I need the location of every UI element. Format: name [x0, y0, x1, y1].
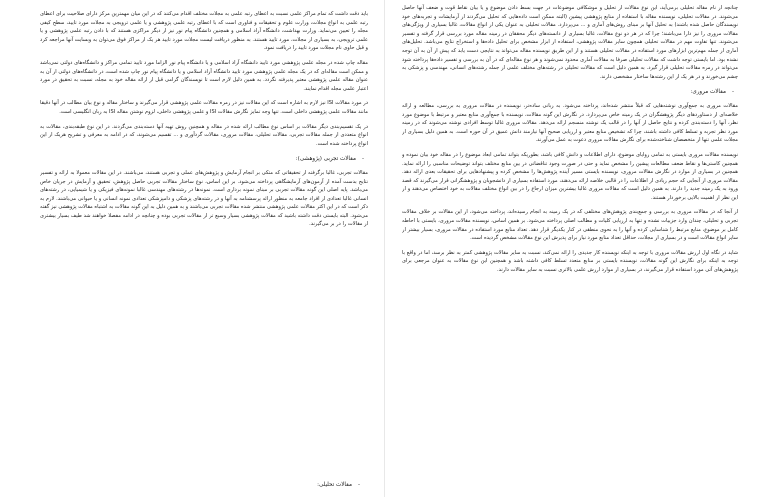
- left-paragraph-1: باید دقت داشت که تمام مراکز علمی نسبت به اعطای رتبه علمی به مجلات مختلف اقدام می‌کنند که در این میان مهمترین مرکز دارای صلاحیت برای اعطای رتبه علمی به انواع مجلات، وزارت علوم و تحقیقات و فناوری است که با اعطای رتبه علمی پژوهشی و یا علمی ترویجی به مجلات مورد تایید، سطح کیفی مجله را تعیین می‌نماید. وزارت بهداشت، دانشگاه آزاد اسلامی و همچنین دانشگاه پیام نور نیز از دیگر مراکزی هستند که با دادن رتبه علمی پژوهشی و یا علمی ترویجی، به بسیاری از مجلات، مورد تایید هستند. به منظور دریافت لیست مجلات مورد تایید هر یک از مراکز فوق می‌توان به وبسایت آنها مراجعه کرد و قبل حاوی نام مجلات مورد تایید را دریافت نمود.: [40, 11, 368, 52]
- left-page: [40, 0, 368, 497]
- right-paragraph-2: مقالات مروری به جمع‌آوری نوشته‌هایی که قبلاً منتشر شده‌اند، پرداخته می‌شود. به زبانی ساده‌تر، نویسنده در مقالات مروری به بررسی، مطالعه و ارائه خلاصه‌ای از دستاوردهای دیگر پژوهشگران در یک زمینه خاص می‌پردازد. در نگارش این گونه مقالات، نویسنده با جمع‌آوری منابع معتبر و مرتبط با موضوع مورد نظر، آنها را دسته‌بندی کرده و نتایج حاصل از آنها را در قالب یک نوشته منسجم ارائه می‌دهد. مقالات مروری غالبا توسط افرادی نوشته می‌شوند که در زمینه مورد نظر تجربه و تسلط کافی داشته باشند، چرا که تشخیص منابع معتبر و ارزیابی صحیح آنها نیازمند دانش عمیق در آن حوزه است. به همین دلیل بسیاری از مجلات علمی تنها از متخصصان شناخته‌شده برای نگارش مقالات مروری دعوت به عمل می‌آورند.: [402, 102, 738, 144]
- section-heading-analytical: [317, 481, 360, 490]
- left-paragraph-3: در مورد مقالات ISI نیز لازم به اشاره است که این مقالات نیز در زمره مقالات علمی پژوهشی قرار می‌گیرند و ساختار مقاله و نوع بیان مطالب در آنها دقیقا مانند مقالات علمی پژوهشی داخلی است. تنها وجه تمایز نگارش مقالات ISI و علمی پژوهشی داخلی، لزوم نوشتن مقاله ISI به زبان انگلیسی است.: [40, 100, 368, 115]
- left-paragraph-4: در یک تقسیم‌بندی دیگر مقالات بر اساس نوع مطالب ارائه شده در مقاله و همچنین روش تهیه آنها دسته‌بندی می‌گردند. در این نوع طبقه‌بندی، مقالات به انواع متعددی از جمله مقالات تجربی، مقالات تحلیلی، مقالات مروری، مقالات گردآوری و ... تقسیم می‌شوند، که در ادامه به معرفی و تشریح هریک از این انواع پرداخته شده است.: [40, 123, 368, 147]
- right-paragraph-4: از آنجا که در مقالات مروری به بررسی و جمع‌بندی پژوهش‌های مختلفی که در یک زمینه به انجام رسیده‌اند، پرداخته می‌شود، از این مقالات بر خلاف مقالات تجربی و تحلیلی، چندان وارد جزییات نشده و تنها به ارزیابی کلیات و مطالب اصلی پرداخته می‌شود. بر همین اساس، نویسنده مقالات مروری، بایستی با احاطه کامل بر موضوع، منابع مرتبط را شناسایی کرده و آنها را به نحوی منطقی در کنار یکدیگر قرار دهد. تعداد منابع مورد استفاده در مقالات مروری، بسیار بیشتر از سایر انواع مقالات است و در بسیاری از مجلات، حداقل تعداد منابع مورد نیاز برای پذیرش این نوع مقالات مشخص گردیده است.: [402, 209, 738, 242]
- left-paragraph-2: مقاله چاپ شده در مجله علمی پژوهشی مورد تایید دانشگاه آزاد اسلامی و یا دانشگاه پیام نور الزاما مورد تایید تمامی مراکز و دانشگاه‌های دولتی نمی‌باشد و ممکن است مقاله‌ای که در یک مجله علمی پژوهشی مورد تایید دانشگاه آزاد اسلامی و یا دانشگاه پیام نور چاپ شده است، در دانشگاه‌های دولتی از آن به عنوان مقاله علمی پژوهشی معتبر پذیرفته نگردد. به همین دلیل لازم است تا نویسندگان گرامی قبل از ارائه مقاله خود به مجله، نسبت به تحقیق در مورد اعتبار علمی مجله اقدام نمایند.: [40, 59, 368, 92]
- section-heading-text: مقالات تجربی (پژوهشی):: [295, 156, 356, 163]
- bullet-dash: -: [361, 156, 364, 163]
- section-heading-review: [402, 88, 734, 97]
- right-paragraph-5: شاید در نگاه اول ارزش مقالات مروری با توجه به اینکه نویسنده کار جدیدی را ارائه نمی‌کند، نسبت به سایر مقالات پژوهشی کمتر به نظر برسد، اما در واقع با توجه به اینکه برای نگارش این گونه مقالات، نویسنده بایستی بر منابع متعدد تسلط کافی داشته باشد و همچنین این نوع مقالات به عنوان مرجعی برای پژوهش‌های آتی مورد استفاده قرار می‌گیرند، در بسیاری از موارد ارزش علمی بالاتری نسبت به سایر مقالات دارند.: [402, 249, 738, 274]
- section-heading-text: مقالات تحلیلی:: [317, 482, 352, 488]
- right-page: [402, 0, 738, 497]
- right-paragraph-3: نویسنده مقالات مروری بایستی به تمامی زوایای موضوع، دارای اطلاعات و دانش کافی باشد، بطوریکه بتواند تمامی ابعاد موضوع را در مقاله خود بیان نموده و همچنین کاستی‌ها و نقاط ضعف مطالعات پیشین را مشخص نماید و حتی در صورت وجود تناقضاتی در بین منابع مختلف بتواند توضیحات مناسبی را ارائه نماید. همچنین در بسیاری از موارد در نگارش مقالات مروری، نویسنده بایستی مسیر آینده پژوهش‌ها را مشخص کرده و پیشنهادهایی برای تحقیقات بعدی ارائه دهد. مقالات مروری از آنجایی که حجم زیادی از اطلاعات را در قالبی خلاصه ارائه می‌دهند، مورد استفاده بسیاری از دانشجویان و پژوهشگرانی قرار می‌گیرند که قصد ورود به یک زمینه جدید را دارند. به همین دلیل است که مقالات مروری غالبا بیشترین میزان ارجاع را در بین انواع مختلف مقالات به خود اختصاص می‌دهند و از این نظر از اهمیت بالایی برخوردار هستند.: [402, 151, 738, 201]
- section-heading-text: مقالات مروری:: [690, 89, 726, 96]
- section-heading-experimental: [40, 155, 364, 164]
- bullet-dash: -: [357, 482, 360, 488]
- left-paragraph-5: مقالات تجربی، غالبا برگرفته از تحقیقاتی که متکی بر انجام آزمایش و پژوهش‌های عملی و تجربی هستند، می‌باشند. در این مقالات معمولا به ارائه و تفسیر نتایج بدست آمده از آزمون‌های آزمایشگاهی پرداخته می‌شود. بر این اساس، نوع ساختار مقالات تجربی حاصل پژوهش، تحقیق و آزمایش در جریان خاص می‌باشد. پایه اصلی این گونه مقالات تجربی بر مبنای نمونه برداری است. نمونه‌ها در رشته‌های مهندسی غالبا نمونه‌های فیزیکی و یا شیمیایی، در رشته‌های انسانی غالبا تعدادی از افراد جامعه به منظور ارائه پرسشنامه به آنها و در رشته‌های پزشکی و دامپزشکی تعدادی نمونه انسانی و یا حیوانی می‌باشند. لازم به ذکر است که در این اکثر مقالات علمی پژوهشی منتشر شده مقالات تجربی می‌باشند و به همین دلیل به این گونه مقالات به اشتباه مقالات پژوهشی نیز گفته می‌شود. البته بایستی دقت داشته باشید که مقالات پژوهشی بسیار وسیع تر از مقالات تجربی بوده و چنانچه در ادامه مفصلا خواهند شد طیف بسیار بیشتری از مقالات را در بر می‌گیرند.: [40, 169, 368, 228]
- bullet-dash: -: [731, 89, 734, 96]
- page-gutter: [384, 0, 385, 497]
- right-paragraph-1: چنانچه از نام مقاله تحلیلی برمی‌آید، این نوع مقالات از تحلیل و موشکافی موضوعات در جهت بسط دادن موضوع و یا بیان نقاط قوت و ضعف آنها حاصل می‌شوند. در مقالات تحلیلی، نویسنده مقاله با استفاده از منابع پژوهشی پیشین (البته ممکن است داده‌هایی که تحلیل می‌گردند از آزمایشات و تجربه‌های خود نویسندگان حاصل شده باشند) به تحلیل آنها بر مبنای روش‌های آماری و ... می‌پردازد. مقالات تحلیلی به عنوان یکی از انواع مقالات، غالبا بسیاری از ویژگی‌های مقالات مروری را نیز دارا می‌باشند؛ چرا که در هر دو نوع مقالات، غالبا بسیاری از دانسته‌های دیگر محققان در زمینه مقاله مورد بررسی قرار گرفته و تفسیر می‌شوند. تنها تفاوت مهم در مقالات تحلیلی همچون سایر مقالات پژوهشی، استفاده از ابزار مشخص برای تحلیل داده‌ها و استخراج نتایج می‌باشد. تحلیل‌های آماری از جمله مهم‌ترین ابزارهای مورد استفاده در مقالات تحلیلی هستند و از این طریق نویسنده مقاله می‌تواند به نتایجی دست یابد که پیش از آن به آن توجه نشده بود. اما بایستی توجه داشت که مقالات تحلیلی صرفا به مقالات آماری محدود نمی‌شوند و هر نوع مقاله‌ای که در آن به بررسی و تفسیر داده‌ها پرداخته شود می‌تواند در زمره مقالات تحلیلی قرار گیرد. به همین دلیل است که مقالات تحلیلی در رشته‌های مختلف علمی از جمله رشته‌های انسانی، مهندسی و پزشکی به چشم می‌خورند و در هر یک از این رشته‌ها ساختار مشخصی دارند.: [402, 5, 738, 80]
